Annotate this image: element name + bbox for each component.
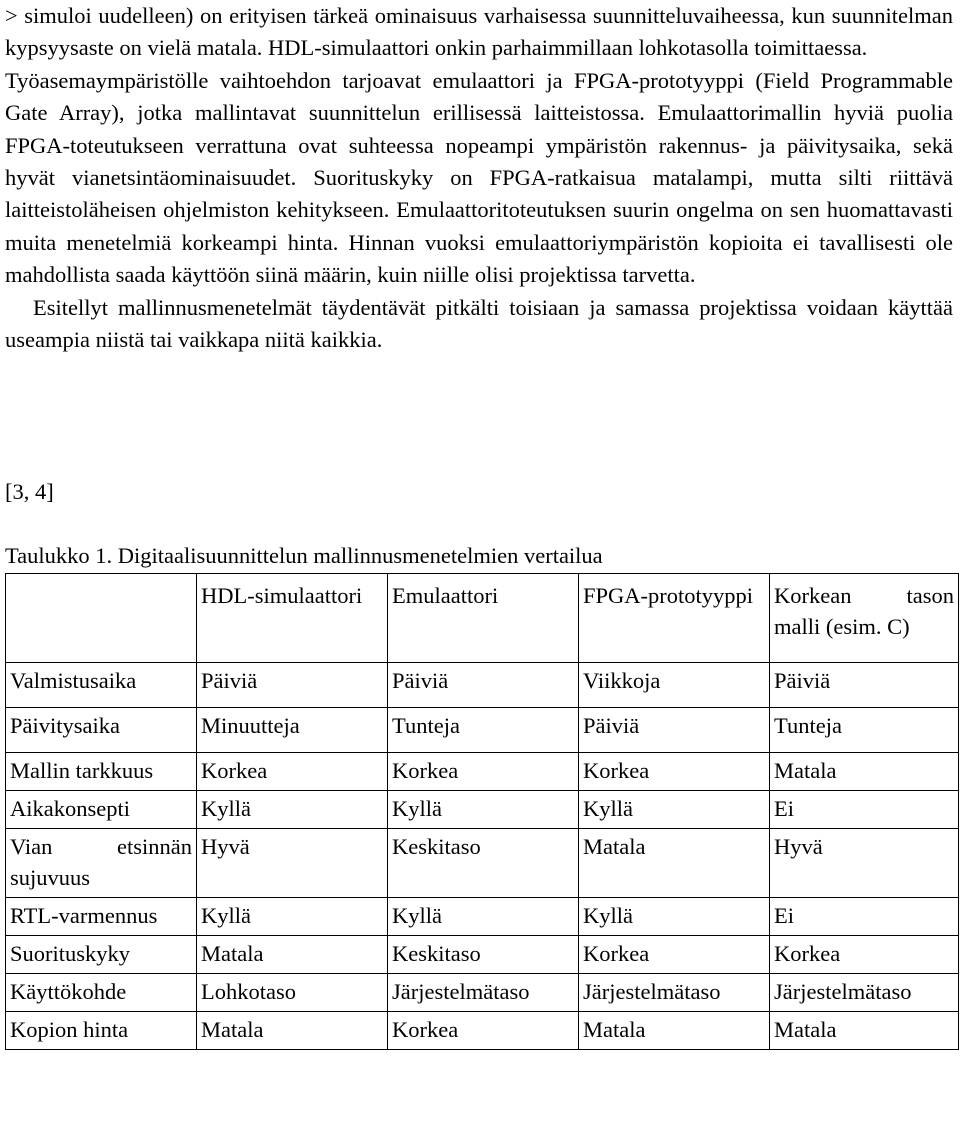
comparison-table	[5, 573, 959, 1050]
table-cell: Korkea	[388, 1012, 579, 1050]
table-row	[6, 829, 959, 898]
paragraph-emulator-fpga: Työasemaympäristölle vaihtoehdon tarjoavat emulaattori ja FPGA-prototyyppi (Field Programmable Gate Array), jotka mallintavat suunnittelun erillisessä laitteistossa. Emulaattorimallin hyviä puolia FPGA-toteutukseen verrattuna ovat suhteessa nopeampi ympäristön rakennus- ja päivitysaika, sekä hyvät vianetsintäominaisuudet. Suorituskyky on FPGA-ratkaisua matalampi, mutta silti riittävä laitteistoläheisen ohjelmiston kehitykseen. Emulaattoritoteutuksen suurin ongelma on sen huomattavasti muita menetelmiä korkeampi hinta. Hinnan vuoksi emulaattoriympäristön kopioita ei tavallisesti ole mahdollista saada käyttöön siinä määrin, kuin niille olisi projektissa tarvetta.	[5, 67, 953, 288]
table-cell: Kyllä	[579, 791, 770, 829]
header-cell-empty	[6, 574, 197, 663]
table-cell: Viikkoja	[579, 663, 770, 708]
row-label-cell: Valmistusaika	[6, 663, 197, 708]
table-cell: Tunteja	[388, 708, 579, 753]
table-cell: Kyllä	[197, 791, 388, 829]
table-row	[6, 974, 959, 1012]
table-cell: Päiviä	[388, 663, 579, 708]
table-header-row	[6, 574, 959, 663]
table-row	[6, 791, 959, 829]
table-cell: Päiviä	[770, 663, 959, 708]
table-cell: Lohkotaso	[197, 974, 388, 1012]
table-cell: Matala	[197, 1012, 388, 1050]
table-cell: Päiviä	[579, 708, 770, 753]
table-cell: Tunteja	[770, 708, 959, 753]
table-cell: Matala	[197, 936, 388, 974]
row-label-cell: Vian etsinnän sujuvuus	[6, 829, 197, 898]
header-cell-emulator: Emulaattori	[388, 574, 579, 663]
header-cell-high-level-model: Korkean tason malli (esim. C)	[770, 574, 959, 663]
table-cell: Keskitaso	[388, 829, 579, 898]
document-page	[5, 0, 954, 1042]
table-cell: Matala	[770, 753, 959, 791]
table-cell: Matala	[579, 1012, 770, 1050]
table-cell: Ei	[770, 898, 959, 936]
table-cell: Korkea	[579, 753, 770, 791]
row-label-cell: Aikakonsepti	[6, 791, 197, 829]
table-row	[6, 936, 959, 974]
table-row	[6, 898, 959, 936]
table-cell: Korkea	[770, 936, 959, 974]
paragraph-summary: Esitellyt mallinnusmenetelmät täydentävät pitkälti toisiaan ja samassa projektissa voidaan käyttää useampia niistä tai vaikkapa niitä kaikkia.	[5, 294, 953, 353]
reference-citation: [3, 4]	[5, 479, 54, 504]
table-cell: Hyvä	[197, 829, 388, 898]
table-cell: Järjestelmätaso	[770, 974, 959, 1012]
table-caption: Taulukko 1. Digitaalisuunnittelun mallinnusmenetelmien vertailua	[5, 543, 603, 568]
row-label-cell: Päivitysaika	[6, 708, 197, 753]
table-cell: Kyllä	[197, 898, 388, 936]
row-label-cell: Mallin tarkkuus	[6, 753, 197, 791]
paragraph-simulation: > simuloi uudelleen) on erityisen tärkeä ominaisuus varhaisessa suunnitteluvaiheessa, kun suunnitelman kypsyysaste on vielä matala. HDL-simulaattori onkin parhaimmillaan lohkotasolla toimittaessa.	[5, 3, 953, 61]
table-cell: Hyvä	[770, 829, 959, 898]
table-cell: Järjestelmätaso	[388, 974, 579, 1012]
table-cell: Korkea	[197, 753, 388, 791]
table-row	[6, 708, 959, 753]
table-row	[6, 753, 959, 791]
table-cell: Keskitaso	[388, 936, 579, 974]
row-label-cell: RTL-varmennus	[6, 898, 197, 936]
header-cell-hdl-simulator: HDL-simulaattori	[197, 574, 388, 663]
table-cell: Korkea	[388, 753, 579, 791]
table-cell: Korkea	[579, 936, 770, 974]
header-cell-fpga-prototype: FPGA-prototyyppi	[579, 574, 770, 663]
row-label-cell: Kopion hinta	[6, 1012, 197, 1050]
table-cell: Kyllä	[388, 791, 579, 829]
table-cell: Päiviä	[197, 663, 388, 708]
table-row	[6, 663, 959, 708]
table-cell: Minuutteja	[197, 708, 388, 753]
table-cell: Matala	[770, 1012, 959, 1050]
table-row	[6, 1012, 959, 1050]
table-cell: Kyllä	[579, 898, 770, 936]
table-cell: Ei	[770, 791, 959, 829]
row-label-cell: Suorituskyky	[6, 936, 197, 974]
row-label-cell: Käyttökohde	[6, 974, 197, 1012]
table-cell: Kyllä	[388, 898, 579, 936]
table-cell: Järjestelmätaso	[579, 974, 770, 1012]
table-cell: Matala	[579, 829, 770, 898]
